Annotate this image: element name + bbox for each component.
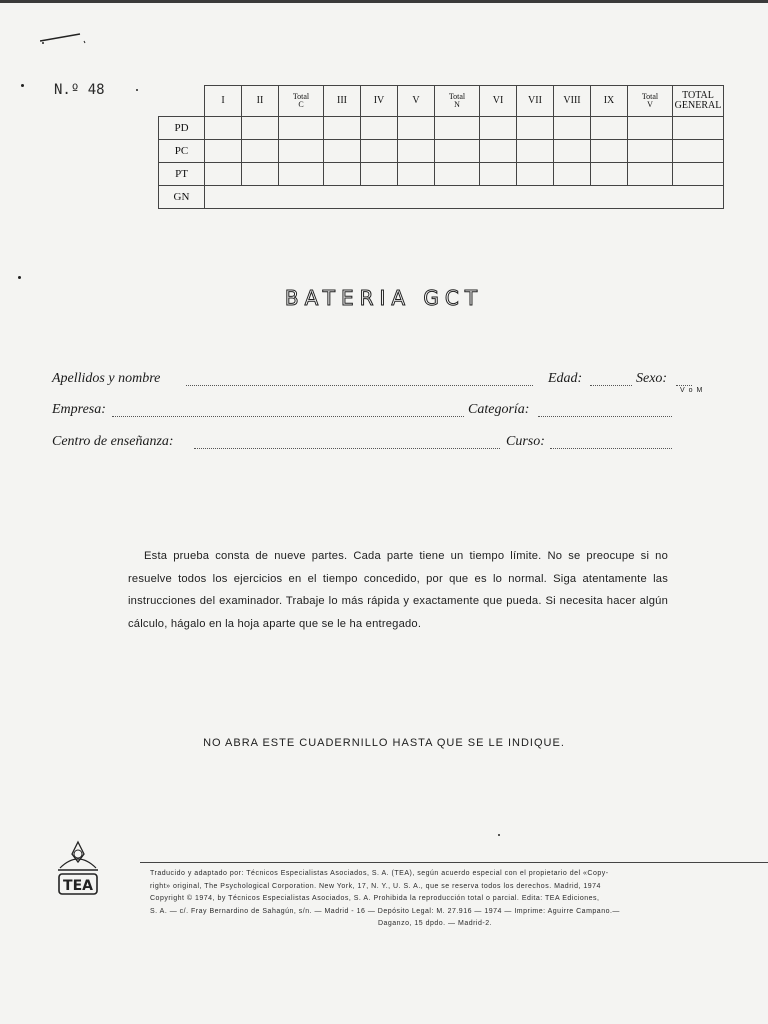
- score-cell[interactable]: [279, 140, 324, 163]
- score-cell[interactable]: [480, 163, 517, 186]
- company-label: Empresa:: [52, 402, 106, 417]
- logo-text: TEA: [63, 878, 93, 894]
- score-cell[interactable]: [361, 117, 398, 140]
- row-label: GN: [159, 186, 205, 209]
- score-cell[interactable]: [242, 117, 279, 140]
- score-cell[interactable]: [480, 140, 517, 163]
- score-cell[interactable]: [279, 117, 324, 140]
- copyright-line: right» original, The Psychological Corporation. New York, 17, N. Y., U. S. A., que se reserva todos los derechos. Madrid, 1974: [150, 882, 601, 890]
- score-cell[interactable]: [205, 117, 242, 140]
- page-title: BATERIA GCT: [284, 286, 484, 310]
- category-label: Categoría:: [468, 402, 530, 417]
- score-cell[interactable]: [324, 117, 361, 140]
- score-cell[interactable]: [480, 117, 517, 140]
- warning-text: NO ABRA ESTE CUADERNILLO HASTA QUE SE LE INDIQUE.: [203, 737, 565, 749]
- copyright-line: Traducido y adaptado por: Técnicos Especialistas Asociados, S. A. (TEA), según acuerdo especial con el propietario del «Copy-: [150, 870, 609, 877]
- table-row: [159, 186, 724, 209]
- instructions-paragraph: Esta prueba consta de nueve partes. Cada parte tiene un tiempo límite. No se preocupe si no resuelve todos los ejercicios en el tiempo concedido, por que es lo normal. Siga atentamente las instrucciones del examinador. Trabaje lo más rápida y exactamente que pueda. Si necesita hacer algún cálculo, hágalo en la hoja aparte que se le ha entregado.: [128, 550, 668, 630]
- score-cell[interactable]: [398, 117, 435, 140]
- score-cell[interactable]: [554, 140, 591, 163]
- surname-name-label: Apellidos y nombre: [52, 371, 161, 386]
- column-header: III: [324, 86, 361, 117]
- pen-mark: [40, 32, 86, 44]
- score-cell[interactable]: [673, 163, 724, 186]
- score-cell[interactable]: [517, 163, 554, 186]
- copyright-line: Copyright © 1974, by Técnicos Especialistas Asociados, S. A. Prohibida la reproducción total o parcial. Edita: TEA Ediciones,: [150, 895, 600, 902]
- column-header: V: [398, 86, 435, 117]
- table-row: [159, 163, 724, 186]
- scan-speck: [136, 89, 138, 91]
- score-cell[interactable]: [517, 140, 554, 163]
- score-cell[interactable]: [398, 163, 435, 186]
- column-header: I: [205, 86, 242, 117]
- score-cell[interactable]: [628, 140, 673, 163]
- tea-logo: [56, 840, 100, 898]
- age-label: Edad:: [548, 371, 583, 386]
- score-cell[interactable]: [591, 117, 628, 140]
- score-cell[interactable]: [242, 163, 279, 186]
- score-cell[interactable]: [361, 140, 398, 163]
- column-header: Total V: [628, 86, 673, 117]
- score-cell[interactable]: [324, 163, 361, 186]
- score-cell[interactable]: [435, 163, 480, 186]
- score-cell[interactable]: [435, 140, 480, 163]
- age-field[interactable]: [590, 384, 632, 386]
- sex-label: Sexo:: [636, 371, 668, 386]
- score-cell[interactable]: [628, 117, 673, 140]
- copyright-notice: [150, 868, 720, 931]
- sex-options-hint: V o M: [680, 387, 704, 394]
- score-cell[interactable]: [591, 140, 628, 163]
- score-cell[interactable]: [398, 140, 435, 163]
- score-cell[interactable]: [628, 163, 673, 186]
- table-row: [159, 140, 724, 163]
- surname-name-field[interactable]: [186, 384, 533, 386]
- column-header: Total C: [279, 86, 324, 117]
- copyright-line: Daganzo, 15 dpdo. — Madrid-2.: [377, 920, 493, 927]
- column-header: VII: [517, 86, 554, 117]
- row-label: PD: [159, 117, 205, 140]
- school-field[interactable]: [194, 447, 500, 449]
- course-label: Curso:: [506, 434, 545, 449]
- column-header: IX: [591, 86, 628, 117]
- column-header: TOTAL GENERAL: [673, 86, 724, 117]
- school-label: Centro de enseñanza:: [52, 434, 174, 449]
- table-row: [159, 117, 724, 140]
- score-cell[interactable]: [517, 117, 554, 140]
- score-cell[interactable]: [554, 163, 591, 186]
- row-label: PC: [159, 140, 205, 163]
- score-cell[interactable]: [361, 163, 398, 186]
- form-number: N.º 48: [54, 82, 105, 98]
- score-cell[interactable]: [554, 117, 591, 140]
- row-label: PT: [159, 163, 205, 186]
- score-cell[interactable]: [591, 163, 628, 186]
- score-cell[interactable]: [324, 140, 361, 163]
- copyright-line: S. A. — c/. Fray Bernardino de Sahagún, s/n. — Madrid - 16 — Depósito Legal: M. 27.916 — 1974 — Imprime: Aguirre Campano.—: [150, 907, 620, 915]
- column-header: VIII: [554, 86, 591, 117]
- scan-speck: [18, 276, 21, 279]
- column-header: IV: [361, 86, 398, 117]
- score-cell[interactable]: [279, 163, 324, 186]
- score-cell[interactable]: [435, 117, 480, 140]
- score-cell[interactable]: [673, 117, 724, 140]
- score-cell[interactable]: [242, 140, 279, 163]
- score-table: [158, 85, 724, 209]
- scan-speck: [498, 834, 500, 836]
- score-cell[interactable]: [205, 163, 242, 186]
- column-header: Total N: [435, 86, 480, 117]
- scan-speck: [21, 84, 24, 87]
- top-scan-border: [0, 0, 768, 3]
- column-header: II: [242, 86, 279, 117]
- sex-field[interactable]: [676, 384, 692, 386]
- course-field[interactable]: [550, 447, 672, 449]
- company-field[interactable]: [112, 415, 464, 417]
- score-cell-gn[interactable]: [205, 186, 724, 209]
- score-table-header: [159, 86, 724, 117]
- column-header: VI: [480, 86, 517, 117]
- category-field[interactable]: [538, 415, 672, 417]
- score-cell[interactable]: [673, 140, 724, 163]
- footer-divider: [140, 862, 768, 863]
- score-cell[interactable]: [205, 140, 242, 163]
